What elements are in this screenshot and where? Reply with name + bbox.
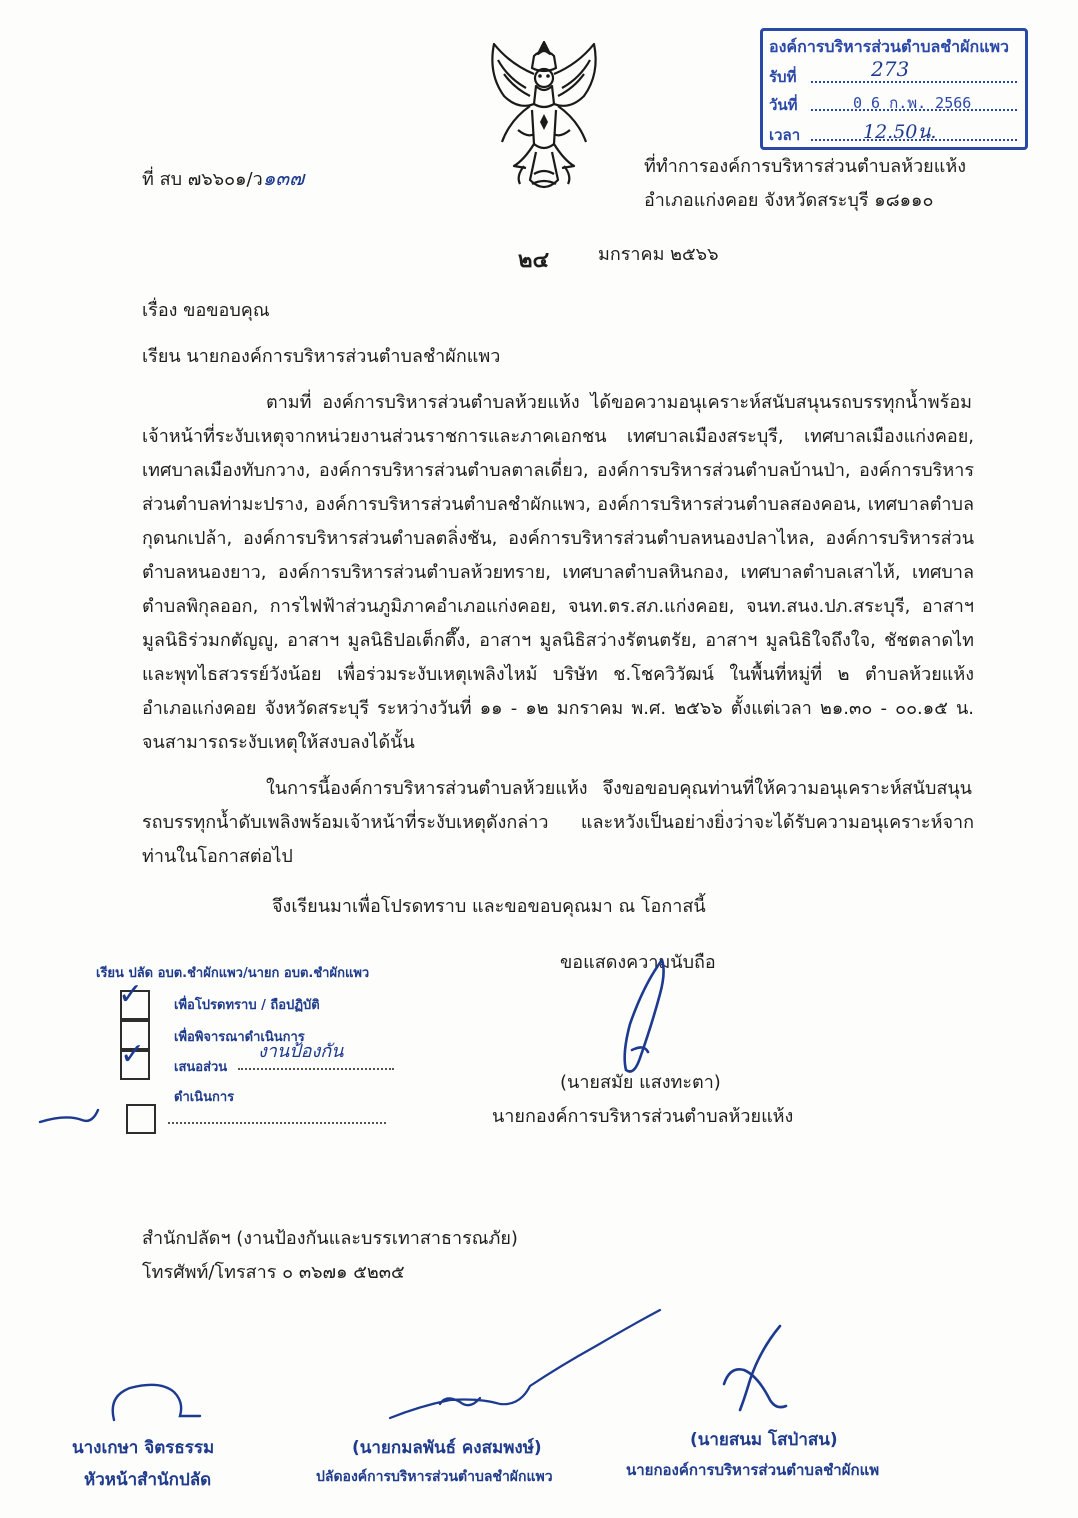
signatory-3-name: (นายสนม โสป่าสน)	[690, 1430, 838, 1450]
signer-title: นายกองค์การบริหารส่วนตำบลห้วยแห้ง	[492, 1106, 794, 1127]
recipient-line: เรียน นายกองค์การบริหารส่วนตำบลชำผักแพว	[142, 346, 501, 367]
paragraph1-line: ส่วนตำบลท่ามะปราง, องค์การบริหารส่วนตำบลชำผักแพว, องค์การบริหารส่วนตำบลสองคอน, เทศบาลตำบล	[142, 494, 974, 515]
stamp-date-value: 0 6 ก.พ. 2566	[853, 94, 972, 112]
routing-option-4: ดำเนินการ	[174, 1090, 235, 1105]
letter-date: มกราคม ๒๕๖๖	[598, 244, 719, 265]
pen-stroke-mark	[36, 1104, 106, 1128]
paragraph1-line: ตำบลพิกุลออก, การไฟฟ้าส่วนภูมิภาคอำเภอแก่งคอย, จนท.ตร.สภ.แก่งคอย, จนท.สนง.ปภ.สระบุรี, อาสาฯ	[142, 596, 974, 617]
signatory-2-name: (นายกมลพันธ์ คงสมพงษ์)	[352, 1438, 542, 1458]
signatory-1-name: นางเกษา จิตรธรรม	[72, 1438, 215, 1458]
phone-line: โทรศัพท์/โทรสาร ๐ ๓๖๗๑ ๕๒๓๕	[142, 1262, 405, 1283]
stamp-time-value: 12.50น.	[863, 121, 937, 143]
stamp-recv-line	[811, 81, 1017, 83]
routing-option-3-handwritten: งานป้องกัน	[258, 1041, 344, 1062]
paragraph1-line: และพุทไธสวรรย์วังน้อย เพื่อร่วมระงับเหตุเพลิงไหม้ บริษัท ช.โชควิวัฒน์ ในพื้นที่หมู่ที่ ๒ ตำบลห้วยแห้ง	[142, 664, 974, 685]
reception-stamp	[760, 28, 1028, 150]
stamp-recv-label: รับที่	[769, 68, 797, 86]
paragraph1-line: เทศบาลเมืองทับกวาง, องค์การบริหารส่วนตำบลตาลเดี่ยว, องค์การบริหารส่วนตำบลบ้านป่า, องค์การบริหาร	[142, 460, 974, 481]
paragraph1-line: ตามที่ องค์การบริหารส่วนตำบลห้วยแห้ง ได้ขอความอนุเคราะห์สนับสนุนรถบรรทุกน้ำพร้อม	[266, 392, 972, 413]
reference-number	[142, 168, 304, 189]
closing-line: จึงเรียนมาเพื่อโปรดทราบ และขอขอบคุณมา ณ โอกาสนี้	[272, 896, 706, 917]
paragraph1-line: กุดนกเปล้า, องค์การบริหารส่วนตำบลตลิ่งชัน, องค์การบริหารส่วนตำบลหนองปลาไหล, องค์การบริหารส่วน	[142, 528, 974, 549]
routing-option-3-line	[238, 1068, 394, 1070]
routing-header: เรียน ปลัด อบต.ชำผักแพว/นายก อบต.ชำผักแพว	[96, 966, 370, 981]
signatory-1-title: หัวหน้าสำนักปลัด	[84, 1470, 212, 1490]
paragraph1-line: จนสามารถระงับเหตุให้สงบลงได้นั้น	[142, 732, 415, 753]
signature-3	[710, 1320, 810, 1420]
signature-2	[380, 1306, 680, 1426]
checkmark-icon: ✓	[120, 1037, 146, 1072]
stamp-recv-value: 273	[871, 57, 910, 81]
paragraph1-line: ตำบลหนองยาว, องค์การบริหารส่วนตำบลห้วยทราย, เทศบาลตำบลหินกอง, เทศบาลตำบลเสาไห้, เทศบาล	[142, 562, 974, 583]
signatory-2-title: ปลัดองค์การบริหารส่วนตำบลชำผักแพว	[316, 1469, 553, 1485]
reference-handwritten: ๑๓๗	[262, 166, 305, 190]
paragraph2-line: ท่านในโอกาสต่อไป	[142, 846, 293, 867]
sender-signature	[604, 954, 684, 1078]
routing-checkbox-4[interactable]	[126, 1104, 156, 1134]
paragraph1-line: เจ้าหน้าที่ระงับเหตุจากหน่วยงานส่วนราชการและภาคเอกชน เทศบาลเมืองสระบุรี, เทศบาลเมืองแก่งคอย,	[142, 426, 974, 447]
paragraph2-line: รถบรรทุกน้ำดับเพลิงพร้อมเจ้าหน้าที่ระงับเหตุดังกล่าว และหวังเป็นอย่างยิ่งว่าจะได้รับความอนุเคราะห์จาก	[142, 812, 974, 833]
checkmark-icon: ✓	[118, 977, 144, 1012]
routing-option-3: เสนอส่วน	[174, 1060, 228, 1075]
routing-option-1: เพื่อโปรดทราบ / ถือปฏิบัติ	[174, 998, 320, 1013]
reference-prefix: ที่ สบ ๗๖๖๐๑/ว	[142, 169, 263, 190]
routing-option-4-line	[168, 1122, 386, 1124]
date-day-handwritten: ๒๔	[518, 248, 550, 273]
signature-1	[100, 1376, 220, 1436]
office-line: สำนักปลัดฯ (งานป้องกันและบรรเทาสาธารณภัย)	[142, 1228, 518, 1249]
regards-line: ขอแสดงความนับถือ	[560, 952, 716, 973]
garuda-emblem-icon	[474, 34, 614, 202]
stamp-org: องค์การบริหารส่วนตำบลชำผักแพว	[769, 37, 1010, 56]
paragraph1-line: อำเภอแก่งคอย จังหวัดสระบุรี ระหว่างวันที่ ๑๑ - ๑๒ มกราคม พ.ศ. ๒๕๖๖ ตั้งแต่เวลา ๒๑.๓๐ - ๐๐.๑๕ น.	[142, 698, 974, 719]
stamp-date-label: วันที่	[769, 96, 798, 114]
paragraph2-line: ในการนี้องค์การบริหารส่วนตำบลห้วยแห้ง จึงขอขอบคุณท่านที่ให้ความอนุเคราะห์สนับสนุน	[266, 778, 972, 799]
stamp-time-label: เวลา	[769, 126, 801, 144]
routing-option-2: เพื่อพิจารณาดำเนินการ	[174, 1030, 305, 1045]
signer-name: (นายสมัย แสงทะตา)	[560, 1072, 721, 1093]
paragraph1-line: มูลนิธิร่วมกตัญญู, อาสาฯ มูลนิธิปอเต็กตึ๊ง, อาสาฯ มูลนิธิสว่างรัตนตรัย, อาสาฯ มูลนิธิใจถึงใจ, ชัชตลาดไท	[142, 630, 974, 651]
sender-address-line1: ที่ทำการองค์การบริหารส่วนตำบลห้วยแห้ง	[644, 156, 966, 177]
subject-line: เรื่อง ขอขอบคุณ	[142, 300, 270, 321]
signatory-3-title: นายกองค์การบริหารส่วนตำบลชำผักแพ	[626, 1461, 880, 1479]
sender-address-line2: อำเภอแก่งคอย จังหวัดสระบุรี ๑๘๑๑๐	[644, 190, 934, 211]
